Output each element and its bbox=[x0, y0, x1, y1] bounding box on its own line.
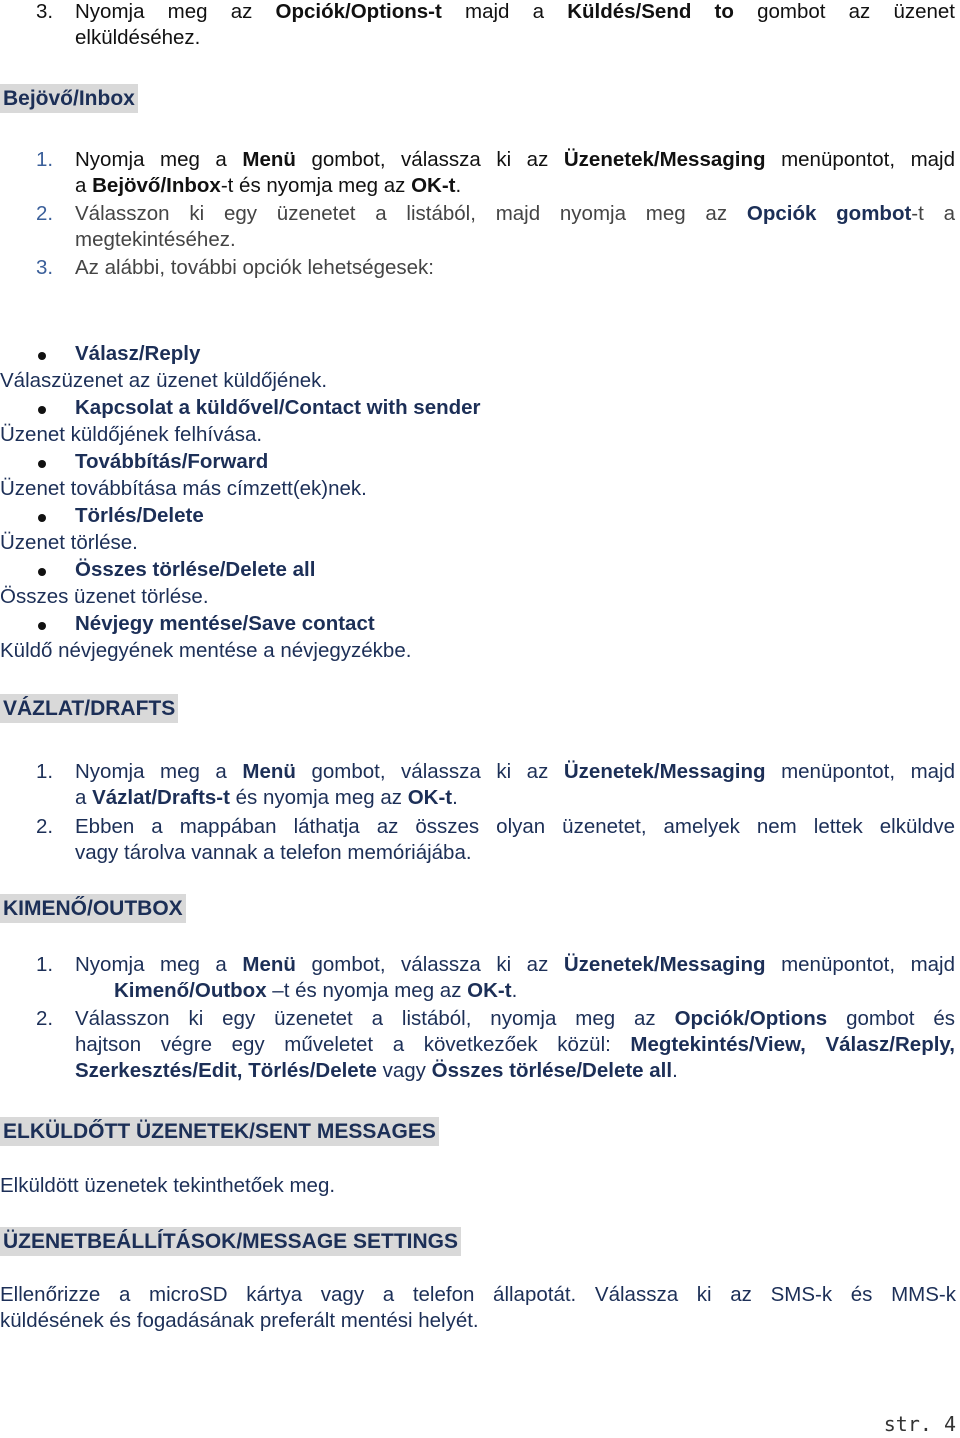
drafts-step2-line1: Ebben a mappában láthatja az összes olyan üzenetet, amelyek nem lettek elküldve bbox=[75, 815, 955, 838]
text: gombot és bbox=[827, 1007, 955, 1030]
bold-text: OK-t bbox=[467, 979, 512, 1002]
page-number: str. 4 bbox=[883, 1412, 956, 1436]
bold-text: Kimenő/Outbox bbox=[114, 979, 267, 1002]
text: . bbox=[455, 174, 462, 197]
inbox-step2-line1 bbox=[75, 202, 955, 226]
option-description: Válaszüzenet az üzenet küldőjének. bbox=[0, 369, 328, 392]
option-title: Válasz/Reply bbox=[75, 342, 201, 365]
step-number: 3. bbox=[36, 0, 54, 23]
outbox-step2-line2 bbox=[75, 1033, 955, 1057]
text: Nyomja meg az bbox=[75, 0, 276, 23]
option-description: Küldő névjegyének mentése a névjegyzékbe. bbox=[0, 639, 412, 662]
bold-text: Vázlat/Drafts-t bbox=[92, 786, 230, 809]
text: a bbox=[75, 786, 93, 809]
text: –t és nyomja meg az bbox=[266, 979, 468, 1002]
option-title: Kapcsolat a küldővel/Contact with sender bbox=[75, 396, 481, 419]
top-step-line1 bbox=[75, 0, 955, 24]
bold-text: Menü bbox=[242, 148, 296, 171]
outbox-step2-line3 bbox=[75, 1059, 678, 1083]
step-number: 2. bbox=[36, 815, 54, 838]
option-description: Üzenet küldőjének felhívása. bbox=[0, 423, 263, 446]
step-number: 3. bbox=[36, 256, 54, 279]
bold-text: OK-t bbox=[411, 174, 456, 197]
text: Válasszon ki egy üzenetet a listából, majd nyomja meg az bbox=[75, 202, 747, 225]
bullet-icon bbox=[38, 460, 46, 468]
option-description: Összes üzenet törlése. bbox=[0, 585, 209, 608]
text: menüpontot, majd bbox=[765, 760, 956, 783]
inbox-step2-line2: megtekintéséhez. bbox=[75, 228, 236, 251]
option-title: Névjegy mentése/Save contact bbox=[75, 612, 375, 635]
bullet-icon bbox=[38, 514, 46, 522]
text: . bbox=[511, 979, 518, 1002]
drafts-step1-line2 bbox=[75, 786, 458, 810]
section-heading-sent: ELKÜLDŐTT ÜZENETEK/SENT MESSAGES bbox=[0, 1117, 439, 1146]
bold-text: Opciók/Options bbox=[674, 1007, 828, 1030]
outbox-step1-line1 bbox=[75, 953, 955, 977]
text: Válasszon ki egy üzenetet a listából, nyomja meg az bbox=[75, 1007, 675, 1030]
bold-text: Üzenetek/Messaging bbox=[563, 148, 766, 171]
inbox-step1-line2 bbox=[75, 174, 461, 198]
bullet-icon bbox=[38, 352, 46, 360]
section-heading-outbox: KIMENŐ/OUTBOX bbox=[0, 894, 186, 923]
text: és nyomja meg az bbox=[229, 786, 408, 809]
bold-text: Üzenetek/Messaging bbox=[563, 953, 766, 976]
bold-text: Szerkesztés/Edit, Törlés/Delete bbox=[75, 1059, 377, 1082]
bold-text: Megtekintés/View, Válasz/Reply, bbox=[630, 1033, 955, 1056]
text: menüpontot, majd bbox=[765, 148, 956, 171]
text: vagy bbox=[376, 1059, 432, 1082]
text: Nyomja meg a bbox=[75, 148, 243, 171]
text: . bbox=[452, 786, 458, 809]
bold-text: OK-t bbox=[407, 786, 453, 809]
drafts-step1-line1 bbox=[75, 760, 955, 784]
option-title: Továbbítás/Forward bbox=[75, 450, 269, 473]
text: gombot, válassza ki az bbox=[295, 760, 564, 783]
bold-text: Menü bbox=[242, 760, 296, 783]
sent-description: Elküldött üzenetek tekinthetőek meg. bbox=[0, 1174, 336, 1197]
bold-text: Opciók gombot bbox=[746, 202, 912, 225]
bullet-icon bbox=[38, 622, 46, 630]
text: -t és nyomja meg az bbox=[220, 174, 412, 197]
bold-text: Küldés/Send to bbox=[567, 0, 734, 23]
step-number: 2. bbox=[36, 1007, 54, 1030]
bold-text: Üzenetek/Messaging bbox=[563, 760, 766, 783]
outbox-step1-line2 bbox=[114, 979, 517, 1003]
option-description: Üzenet továbbítása más címzett(ek)nek. bbox=[0, 477, 367, 500]
step-number: 1. bbox=[36, 760, 54, 783]
section-heading-settings: ÜZENETBEÁLLÍTÁSOK/MESSAGE SETTINGS bbox=[0, 1227, 461, 1256]
text: . bbox=[672, 1059, 678, 1082]
outbox-step2-line1 bbox=[75, 1007, 955, 1031]
step-number: 1. bbox=[36, 953, 54, 976]
settings-line1: Ellenőrizze a microSD kártya vagy a telefon állapotát. Válassza ki az SMS-k és MMS-k bbox=[0, 1283, 956, 1306]
text: Nyomja meg a bbox=[75, 953, 243, 976]
text: gombot, válassza ki az bbox=[295, 953, 564, 976]
text: majd a bbox=[441, 0, 568, 23]
bullet-icon bbox=[38, 568, 46, 576]
section-heading-drafts: VÁZLAT/DRAFTS bbox=[0, 694, 178, 723]
bold-text: Bejövő/Inbox bbox=[92, 174, 221, 197]
inbox-step3-line1: Az alábbi, további opciók lehetségesek: bbox=[75, 256, 434, 279]
bold-text: Menü bbox=[242, 953, 296, 976]
option-title: Összes törlése/Delete all bbox=[75, 558, 316, 581]
text: gombot az üzenet bbox=[733, 0, 955, 23]
settings-line2: küldésének és fogadásának preferált mentési helyét. bbox=[0, 1309, 479, 1332]
bold-text: Opciók/Options-t bbox=[275, 0, 442, 23]
step-number: 1. bbox=[36, 148, 54, 171]
option-description: Üzenet törlése. bbox=[0, 531, 138, 554]
drafts-step2-line2: vagy tárolva vannak a telefon memóriájába. bbox=[75, 841, 472, 864]
step-number: 2. bbox=[36, 202, 54, 225]
text: a bbox=[75, 174, 93, 197]
text: Nyomja meg a bbox=[75, 760, 243, 783]
option-title: Törlés/Delete bbox=[75, 504, 204, 527]
section-heading-inbox: Bejövő/Inbox bbox=[0, 84, 138, 113]
inbox-step1-line1 bbox=[75, 148, 955, 172]
bold-text: Összes törlése/Delete all bbox=[431, 1059, 673, 1082]
text: -t a bbox=[911, 202, 956, 225]
bullet-icon bbox=[38, 406, 46, 414]
text: gombot, válassza ki az bbox=[295, 148, 564, 171]
top-step-line2: elküldéséhez. bbox=[75, 26, 201, 49]
text: menüpontot, majd bbox=[765, 953, 956, 976]
text: hajtson végre egy műveletet a következőek közül: bbox=[75, 1033, 631, 1056]
